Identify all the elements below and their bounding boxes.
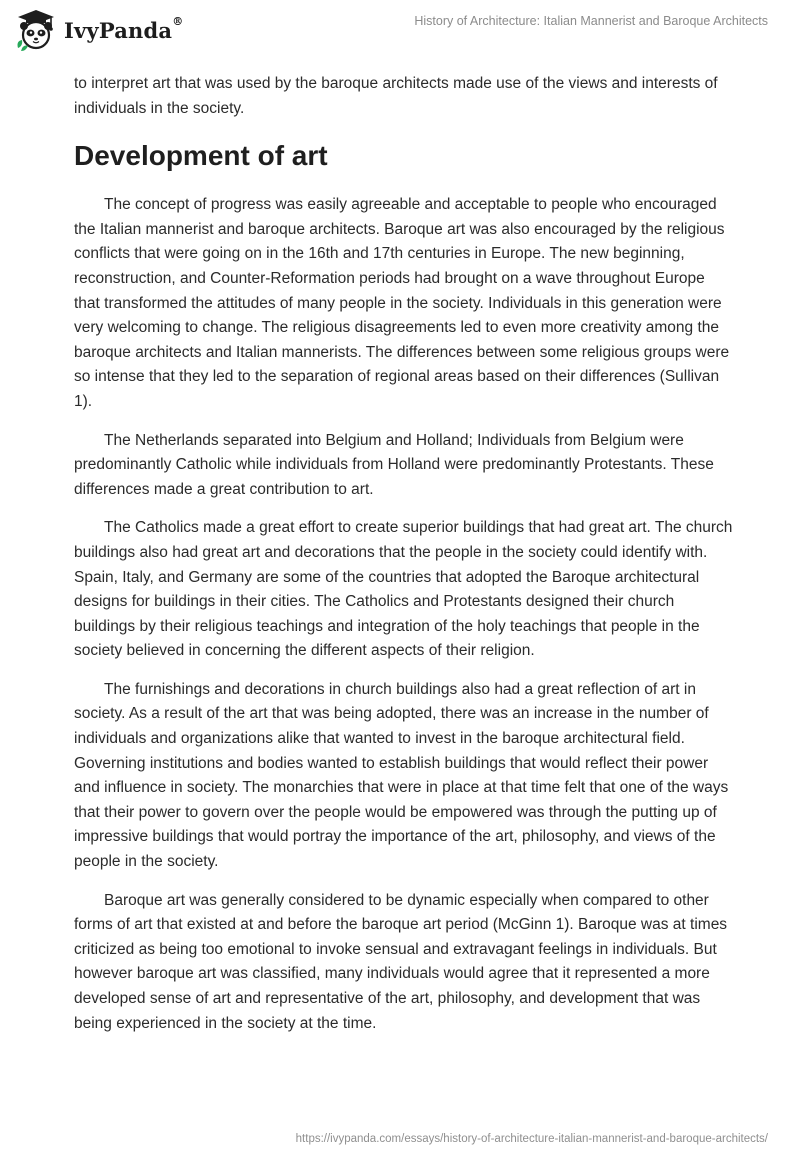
registered-mark: ® <box>172 14 184 28</box>
body-paragraph: The Catholics made a great effort to create superior buildings that had great art. The church buildings also had great art and decorations that the people in the society could identify with. Spain, Italy, and Germany are some of the countries that adopted the Baroque architectural designs for buildings in their cities. The Catholics and Protestants designed their church buildings by their religious teachings and integration of the holy teachings that people in the society believed in concerning the different aspects of their religion. <box>74 519 733 660</box>
body-paragraph: Baroque art was generally considered to be dynamic especially when compared to other forms of art that existed at and before the baroque art period (McGinn 1). Baroque was at times criticized as being too emotional to invoke sensual and extravagant feelings in individuals. But however baroque art was classified, many individuals would agree that it represented a more developed sense of art and representative of the art, philosophy, and development that was being experienced in the society at the time. <box>74 891 728 1032</box>
intro-paragraph: to interpret art that was used by the baroque architects made use of the views and interests of individuals in the society. <box>74 75 718 117</box>
ivypanda-logo[interactable] <box>14 8 183 52</box>
body-paragraph: The furnishings and decorations in church buildings also had a great reflection of art in society. As a result of the art that was being adopted, there was an increase in the number of individuals and organizations alike that wanted to invest in the baroque architectural field. Governing institutions and bodies wanted to establish buildings that would reflect their power and influence in society. The monarchies that were in place at that time felt that one of the ways that their power to govern over the people would be empowered was through the putting up of impressive buildings that would portray the importance of the art, philosophy, and views of the people in the society. <box>74 680 729 871</box>
essay-body <box>74 72 734 1050</box>
body-paragraph: The concept of progress was easily agreeable and acceptable to people who encouraged the Italian mannerist and baroque architects. Baroque art was also encouraged by the religious conflicts that were going on in the 16th and 17th centuries in Europe. The new beginning, reconstruction, and Counter-Reformation periods had brought on a wave throughout Europe that transformed the attitudes of many people in the society. Individuals in this generation were very welcoming to change. The religious disagreements led to even more creativity among the baroque architects and Italian mannerists. The differences between some religious groups were so intense that they led to the separation of regional areas based on their differences (Sullivan 1). <box>74 196 730 410</box>
section-heading: Development of art <box>74 140 328 172</box>
brand-name <box>64 14 184 43</box>
brand-name-text: IvyPanda <box>64 17 173 43</box>
page-header <box>0 0 800 60</box>
body-paragraph: The Netherlands separated into Belgium and Holland; Individuals from Belgium were predominantly Catholic while individuals from Holland were predominantly Protestants. These differences made a great contribution to art. <box>74 431 714 498</box>
panda-graduation-cap-logo-icon <box>14 8 58 52</box>
source-url-link[interactable]: https://ivypanda.com/essays/history-of-architecture-italian-mannerist-and-baroque-architects/ <box>295 1133 768 1145</box>
document-title: History of Architecture: Italian Mannerist and Baroque Architects <box>414 14 768 28</box>
